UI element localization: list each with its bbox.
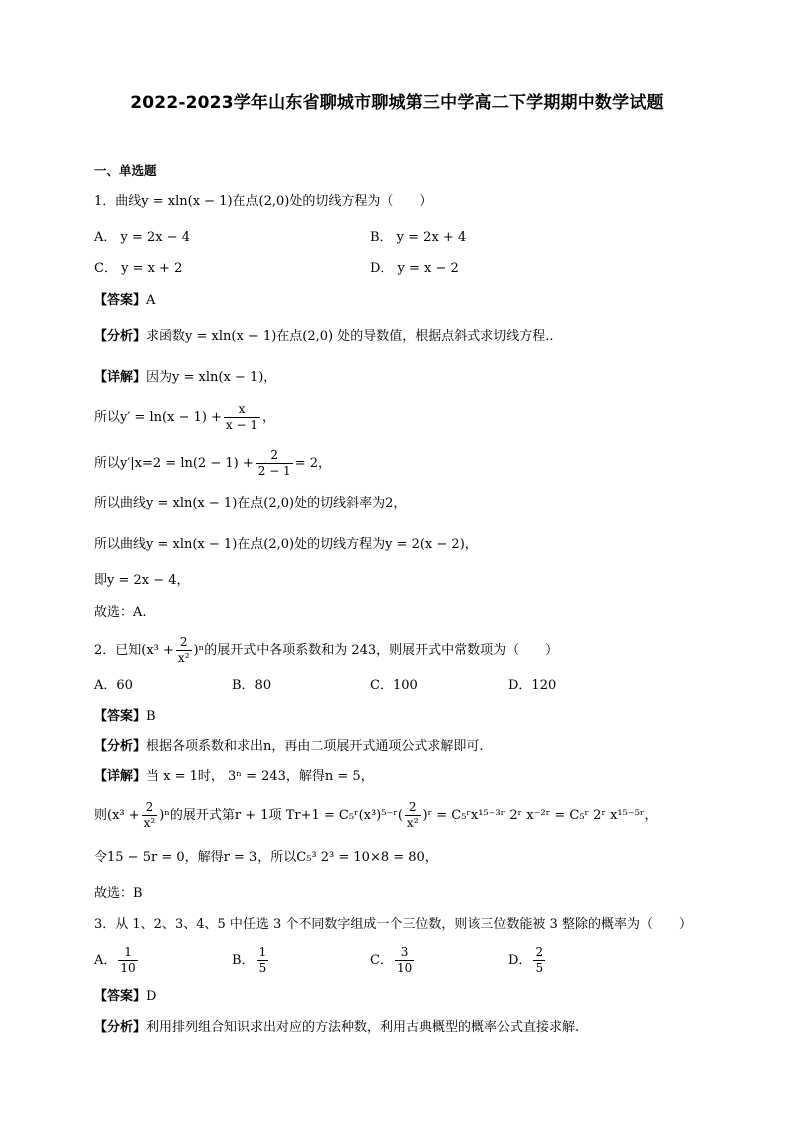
- answer-value: B: [146, 709, 156, 724]
- q3-option-a: [94, 945, 140, 976]
- analysis-tag: 【分析】: [94, 329, 147, 344]
- fraction: [395, 945, 414, 976]
- answer-value: A: [146, 293, 156, 308]
- q2-option-c: C．100: [370, 678, 418, 693]
- q1-option-d: D． y = x − 2: [370, 261, 459, 276]
- q1-option-b: B． y = 2x + 4: [370, 230, 467, 245]
- fraction: [142, 800, 158, 831]
- q1-answer: [94, 291, 155, 311]
- q2-option-d: D．120: [508, 678, 557, 693]
- q1-detail-6: 即y = 2x − 4，: [94, 573, 190, 588]
- q2-option-b: B．80: [232, 678, 272, 693]
- stem-text: 2．已知(x³ +: [94, 643, 174, 658]
- analysis-text: 根据各项系数和求出n，再由二项展开式通项公式求解即可.: [146, 739, 484, 754]
- q1-detail-2: [94, 402, 275, 433]
- detail-text: )ʳ = C₅ʳx¹⁵⁻³ʳ 2ʳ x⁻²ʳ = C₅ʳ 2ʳ x¹⁵⁻⁵ʳ，: [422, 808, 658, 823]
- numerator: 1: [118, 945, 137, 961]
- answer-tag: 【答案】: [94, 989, 147, 1004]
- numerator: 2: [405, 800, 421, 816]
- q1-detail-5: 所以曲线y = xln(x − 1)在点(2,0)处的切线方程为y = 2(x − 2)，: [94, 537, 478, 552]
- denominator: x²: [406, 816, 419, 830]
- q3-answer: [94, 987, 156, 1007]
- option-label: D．: [508, 953, 532, 968]
- fraction: [256, 448, 293, 479]
- q3-option-d: [508, 945, 547, 976]
- detail-text: = 2，: [294, 456, 331, 471]
- q2-detail-1: [94, 767, 374, 787]
- fraction: [257, 945, 269, 976]
- option-label: A．: [94, 953, 117, 968]
- denominator: 10: [396, 961, 413, 975]
- stem-text: )ⁿ的展开式中各项系数和为 243，则展开式中常数项为（ ）: [193, 643, 559, 658]
- denominator: 5: [535, 961, 544, 975]
- answer-tag: 【答案】: [94, 709, 147, 724]
- numerator: x: [224, 402, 260, 418]
- denominator: x²: [177, 651, 190, 665]
- q1-option-a: A． y = 2x − 4: [94, 230, 191, 245]
- detail-tag: 【详解】: [94, 370, 147, 385]
- q1-detail-3: [94, 448, 331, 479]
- detail-text: ，: [262, 410, 276, 425]
- denominator: 5: [258, 961, 267, 975]
- detail-text: 当 x = 1时， 3ⁿ = 243，解得n = 5，: [146, 769, 374, 784]
- numerator: 2: [535, 945, 544, 959]
- q2-detail-3: 令15 − 5r = 0，解得r = 3，所以C₅³ 2³ = 10×8 = 80，: [94, 850, 438, 865]
- q1-choose: 故选：A.: [94, 605, 147, 620]
- q1-detail-1: [94, 368, 276, 388]
- q3-stem: 3．从 1、2、3、4、5 中任选 3 个不同数字组成一个三位数，则该三位数能被 3 整除的概率为（ ）: [94, 917, 692, 932]
- fraction: [118, 945, 137, 976]
- fraction: [176, 635, 192, 666]
- q1-detail-4: 所以曲线y = xln(x − 1)在点(2,0)处的切线斜率为2，: [94, 496, 407, 511]
- q2-detail-2: [94, 800, 657, 831]
- q1-option-c: C． y = x + 2: [94, 261, 183, 276]
- q2-choose: 故选：B: [94, 886, 143, 901]
- q2-stem: [94, 635, 558, 666]
- analysis-text: 利用排列组合知识求出对应的方法种数，利用古典概型的概率公式直接求解.: [146, 1020, 580, 1035]
- answer-tag: 【答案】: [94, 293, 147, 308]
- q3-option-c: [370, 945, 416, 976]
- detail-tag: 【详解】: [94, 769, 147, 784]
- q1-stem: 1．曲线y = xln(x − 1)在点(2,0)处的切线方程为（ ）: [94, 194, 433, 209]
- q1-analysis: [94, 327, 554, 347]
- section-heading: 一、单选题: [94, 163, 157, 178]
- page-title: 2022-2023学年山东省聊城市聊城第三中学高二下学期期中数学试题: [130, 93, 664, 113]
- detail-text: 所以y′|x=2 = ln(2 − 1) +: [94, 456, 254, 471]
- denominator: 2 − 1: [257, 464, 291, 478]
- detail-text: 所以y′ = ln(x − 1) +: [94, 410, 222, 425]
- analysis-text: 求函数y = xln(x − 1)在点(2,0) 处的导数值，根据点斜式求切线方程..: [146, 329, 554, 344]
- detail-text: 因为y = xln(x − 1)，: [146, 370, 277, 385]
- numerator: 2: [142, 800, 158, 816]
- fraction: [405, 800, 421, 831]
- denominator: 10: [120, 961, 136, 975]
- detail-text: 则(x³ +: [94, 808, 140, 823]
- numerator: 2: [176, 635, 192, 651]
- numerator: 1: [258, 945, 267, 959]
- denominator: x − 1: [225, 418, 259, 432]
- detail-text: )ⁿ的展开式第r + 1项 Tr+1 = C₅ʳ(x³)⁵⁻ʳ(: [159, 808, 403, 823]
- numerator: 2: [256, 448, 293, 464]
- numerator: 3: [395, 945, 414, 961]
- fraction: [533, 945, 545, 976]
- denominator: x²: [143, 816, 156, 830]
- option-label: B．: [232, 953, 255, 968]
- q2-answer: [94, 707, 156, 727]
- q2-option-a: A．60: [94, 678, 133, 693]
- analysis-tag: 【分析】: [94, 1020, 147, 1035]
- fraction: [224, 402, 260, 433]
- answer-value: D: [146, 989, 157, 1004]
- q3-analysis: [94, 1018, 579, 1038]
- analysis-tag: 【分析】: [94, 739, 147, 754]
- option-label: C．: [370, 953, 393, 968]
- q3-option-b: [232, 945, 270, 976]
- q2-analysis: [94, 737, 484, 757]
